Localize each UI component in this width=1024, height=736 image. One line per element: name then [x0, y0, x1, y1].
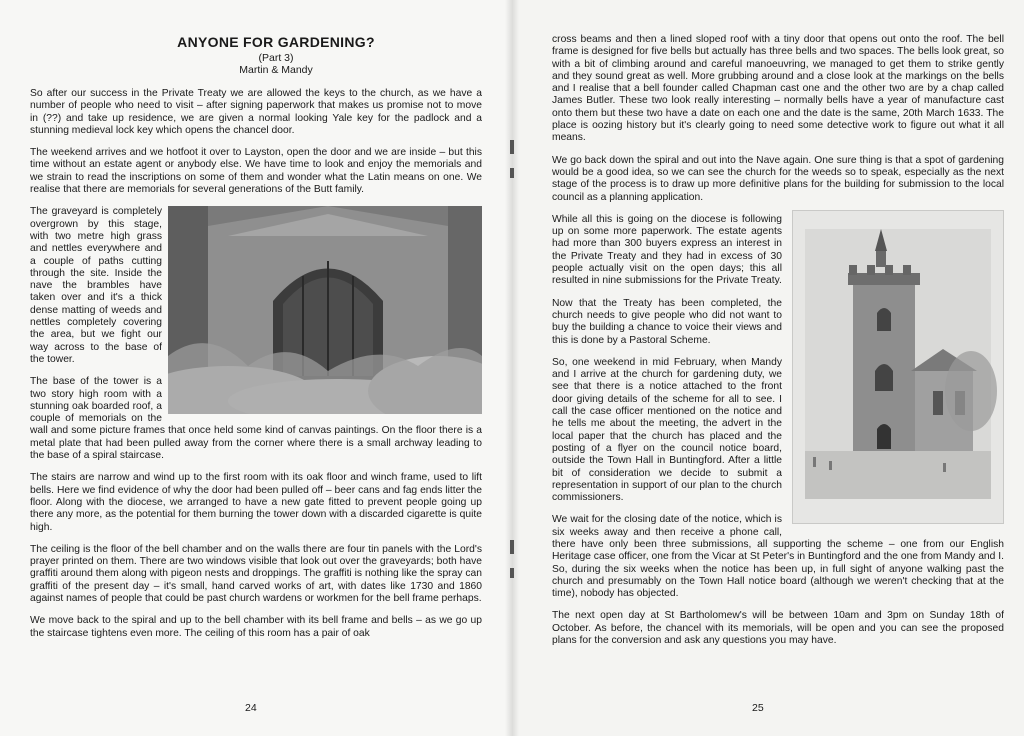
paragraph: cross beams and then a lined sloped roof with a tiny door that opens out onto the roof. The bell frame is designed for five bells but actually has three bells and two spaces. The bells look great, so with a bit of climbing around and careful manoeuvring, we managed to get them to strike gently and they sound great as well. More grubbing around and a close look at the markings on the bells and I realise that a bell founder called Chapman cast one and the other two are by a chap called James Butler. These two look really interesting – normally bells have a year of manufacture cast onto them but these two have a date on each one and the date is the same, 20th March 1633. The place is oozing history but it's clearly going to need some detective work to figure out what it all means. [552, 34, 1004, 144]
paragraph: We go back down the spiral and out into the Nave again. One sure thing is that a spot of gardening would be a good idea, so we can see the church for the weeds so to speak, especially as the next stage of the process is to draw up more definitive plans for the building for submission to the local council as a planning application. [552, 154, 1004, 203]
paragraph: We wait for the closing date of the notice, which is six weeks away and then receive a phone call, there have only been three submissions, all supporting the scheme – one from our English Heritage case officer, one from the Vicar at St Peter's in Buntingford and the one from Mandy and I. So, during the six weeks when the notice has been up, in full sight of anyone walking past the church and presumably on the Town Hall notice board (although we weren't checking that at the time), nobody has objected. [552, 514, 1004, 600]
article-part: (Part 3) [258, 52, 294, 64]
paragraph: The stairs are narrow and wind up to the first room with its oak floor and winch frame, used to lift bells. Here we find evidence of why the door had been pulled off – beer cans and fag ends litter the floor. Along with the diocese, we arranged to have a new gate fitted to prevent people going up there any more, as the potential for them burning the tower down with a discarded cigarette is quite high. [30, 472, 482, 533]
nave-photo [168, 206, 482, 414]
page-number: 24 [245, 702, 257, 714]
paragraph: The base of the tower is a two story high room with a stunning oak boarded roof, a couple of memorials on the wall and some picture frames that once held some kind of canvas paintings. On the floor there is a metal plate that had been pulled away from the corner where there is a small archway leading to the base of a spiral staircase. [30, 376, 482, 462]
page-number: 25 [752, 702, 764, 714]
paragraph: Now that the Treaty has been completed, the church needs to give people who did not want to buy the building a chance to voice their views and this is done by a Pastoral Scheme. [552, 297, 782, 346]
paragraph: So, one weekend in mid February, when Mandy and I arrive at the church for gardening duty, we see that there is a notice attached to the front door giving details of the scheme for all to see. I call the case officer mentioned on the notice and he tells me about the meeting, the advert in the local paper that the church has placed and the posting of a flyer on the council notice board, outside the Town Hall in Buntingford. After a little bit of consideration we decide to submit a representation in support of our plan to the church commissioners. [552, 356, 782, 504]
paragraph: While all this is going on the diocese is following up on some more paperwork. The estate agents had more than 300 buyers express an interest in the Private Treaty and they had in excess of 30 people actually visit on the open days; this all resulted in nine submissions for the Private Treaty. [552, 213, 782, 287]
paragraph: The graveyard is completely overgrown by this stage, with two metre high grass and nettles everywhere and a couple of paths cutting through the site. Inside the nave the brambles have taken over and it's a thick dense matting of weeds and nettles completely covering the area, but we fight our way across to the base of the tower. [30, 206, 162, 365]
article-authors: Martin & Mandy [239, 64, 313, 76]
paragraph: We move back to the spiral and up to the bell chamber with its bell frame and bells – as we go up the staircase tightens even more. The ceiling of this room has a pair of oak [30, 615, 482, 639]
paragraph: The next open day at St Bartholomew's will be between 10am and 3pm on Sunday 18th of October. As before, the chancel with its memorials, will be open and you can see the proposed plans for the conversion and ask any questions you may have. [552, 610, 1004, 647]
paragraph: So after our success in the Private Treaty we are allowed the keys to the church, as we have a number of people who need to visit – after signing paperwork that makes us promise not to move in (??) and take up residence, we are given a normal looking Yale key for the padlock and a stunning medieval lock key which opens the chancel door. [30, 88, 482, 136]
gutter-mark [510, 568, 514, 578]
page-gutter [505, 0, 519, 736]
article-title: ANYONE FOR GARDENING? [177, 34, 375, 50]
gutter-mark [510, 168, 514, 178]
right-page [512, 0, 1024, 736]
gutter-mark [510, 140, 514, 154]
church-tower-engraving [792, 210, 1004, 524]
paragraph: The ceiling is the floor of the bell chamber and on the walls there are four tin panels with the Lord's prayer printed on them. There are two windows visible that look out over the graveyards; both have graffiti around them along with pigeon nests and droppings. The graffiti is nothing like the spray can graffiti of the present day – it's small, hand carved works of art, with dates like 1730 and 1860 against names of people that could be past church wardens or workmen for the bell frame perhaps. [30, 543, 482, 604]
paragraph: The weekend arrives and we hotfoot it over to Layston, open the door and we are inside – but this time without an estate agent or anybody else. We have time to look and enjoy the memorials and we strain to read the inscriptions on some of them and wonder what the Latin means on one. We realise that there are memorials for several generations of the Butt family. [30, 147, 482, 196]
gutter-mark [510, 540, 514, 554]
